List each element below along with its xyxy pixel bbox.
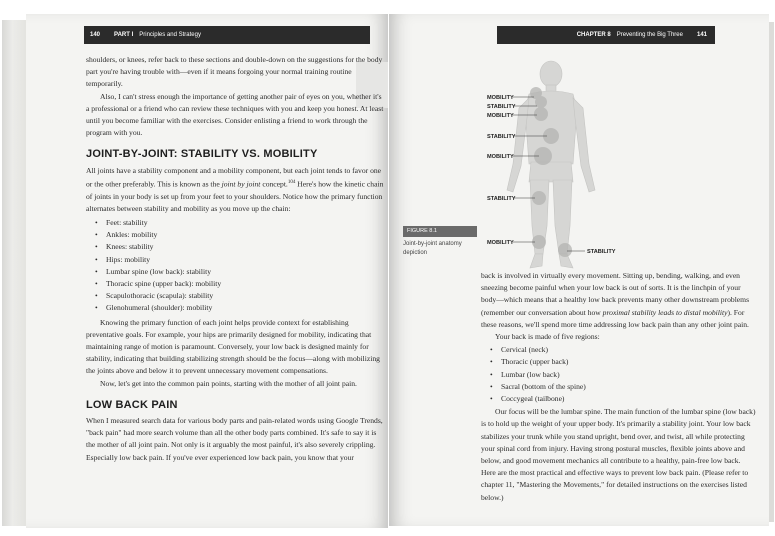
paragraph-regions: Your back is made of five regions: — [495, 332, 600, 342]
list-item: • Lumbar (low back) — [487, 369, 757, 381]
list-item: • Glenohumeral (shoulder): mobility — [92, 302, 386, 314]
list-item: • Ankles: mobility — [92, 229, 386, 241]
paragraph-back-italic: proximal stability leads to distal mobility — [602, 307, 728, 317]
part-label: PART I — [114, 32, 134, 38]
figure-tag: FIGURE 8.1 — [403, 226, 477, 237]
list-item: • Lumbar spine (low back): stability — [92, 266, 386, 278]
list-item: • Feet: stability — [92, 217, 386, 229]
body-silhouette — [507, 61, 595, 268]
right-page — [389, 14, 769, 526]
label-knee-stability: STABILITY — [487, 196, 516, 202]
left-page-edges — [2, 20, 28, 526]
regions-list — [487, 344, 757, 405]
footnote-ref: 104 — [287, 179, 296, 185]
paragraph-now: Now, let's get into the common pain points, starting with the mother of all joint pain. — [100, 378, 357, 388]
paragraph-low-back-pain: When I measured search data for various body parts and pain-related words using Google Trends, "back pain" had more search volume than all the other body parts combined. It's safe to say it is the mother of all joint pain. Not only is it arguably the most painful, it's also severely crippling. Especially low back pain. If you've ever experienced low back pain, you know that your — [86, 416, 383, 462]
left-page-number: 140 — [90, 32, 101, 38]
paragraph-joints-italic: joint by joint — [221, 179, 261, 189]
figure-caption: Joint-by-joint anatomy depiction — [403, 241, 462, 256]
paragraph-back-text: back is involved in virtually every movement. Sitting up, bending, walking, and even sneezing become painful when your low back is out of sorts. It is the linchpin of your body—which means that a healthy low back prevents many other downstream problems (remember our conversation about how — [481, 271, 750, 317]
paragraph-joints-text-3: Here's how the kinetic chain of joints in your body is set up from your feet to your shoulders. Notice how the primary function alternates between stability and mobility as you move up the chain: — [86, 179, 384, 213]
list-item: • Thoracic (upper back) — [487, 356, 757, 368]
paragraph-joints-text-2: concept. — [260, 179, 288, 189]
paragraph-focus: Our focus will be the lumbar spine. The main function of the lumbar spine (low back) is to hold up the weight of your upper body. It's primarily a stability joint. Your low back stabilizes your trunk while you stand upright, bend over, and twist, all while protecting your spinal cord from injury. Having strong postural muscles, flexible joints above and below, and good movement mechanics all contribute to a healthy, pain-free low back. Here are the most practical and effective ways to prevent low back pain. (Please refer to chapter 11, "Mastering the Movements," for detailed instructions on the exercises listed below.) — [481, 407, 756, 502]
list-item: • Knees: stability — [92, 241, 386, 253]
chapter-title: Preventing the Big Three — [616, 32, 683, 38]
label-ankle-mobility: MOBILITY — [487, 240, 514, 246]
heading-joint-by-joint: JOINT-BY-JOINT: STABILITY VS. MOBILITY — [86, 148, 318, 161]
left-page — [26, 14, 388, 528]
right-text-column — [481, 270, 757, 504]
paragraph-back-end: ). For these reasons, we'll spend more time addressing low back pain than any other joint pain. — [481, 307, 749, 329]
list-item: • Hips: mobility — [92, 254, 386, 266]
paragraph-joints-text-1: All joints have a stability component and a mobility component, but each joint tends to favor one or the other preferably. This is known as the — [86, 165, 382, 189]
list-item: • Cervical (neck) — [487, 344, 757, 356]
paragraph-knowing: Knowing the primary function of each joint helps provide context for establishing preventative goals. For example, your hips are primarily designed for mobility, indicating that maintaining range of motion is paramount. Conversely, your low back is designed mainly for stability, indicating that building stabilizing strength should be the focus—along with mobilizing the joints above and below it to prevent unnecessary movement compensations. — [86, 317, 380, 376]
paragraph-back — [481, 270, 757, 331]
left-running-header — [84, 26, 370, 44]
list-item: • Sacral (bottom of the spine) — [487, 381, 757, 393]
chapter-label: CHAPTER 8 — [576, 32, 611, 38]
heading-low-back-pain: LOW BACK PAIN — [86, 398, 178, 411]
joint-list — [92, 217, 386, 315]
label-scapula-stability: STABILITY — [487, 104, 516, 110]
list-item: • Coccygeal (tailbone) — [487, 393, 757, 405]
right-page-number: 141 — [696, 32, 707, 38]
list-item: • Thoracic spine (upper back): mobility — [92, 278, 386, 290]
paragraph-intro: shoulders, or knees, refer back to these sections and double-down on the suggestions for the body part you're having trouble with—even if it means forgoing your normal training routine temporarily. — [86, 55, 383, 89]
list-item: • Scapulothoracic (scapula): stability — [92, 290, 386, 302]
paragraph-joints — [86, 165, 386, 215]
label-foot-stability: STABILITY — [587, 249, 616, 255]
label-lumbar-stability: STABILITY — [487, 134, 516, 140]
label-thoracic-mobility: MOBILITY — [487, 113, 514, 119]
paragraph-stress: Also, I can't stress enough the importance of getting another pair of eyes on you, whether it's a professional or a friend who can review these techniques with you and keep you honest. At least until you become familiar with the exercises. Consider enlisting a friend to work through the program with you. — [86, 91, 384, 138]
label-shoulder-mobility: MOBILITY — [487, 95, 514, 101]
part-title: Principles and Strategy — [139, 32, 201, 38]
left-text-column — [86, 54, 386, 464]
label-hip-mobility: MOBILITY — [487, 154, 514, 160]
